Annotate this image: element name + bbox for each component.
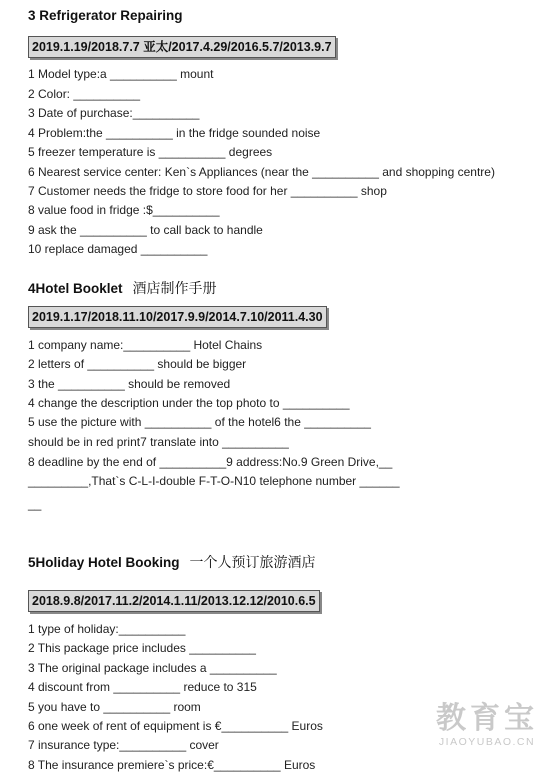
section-4-item-1: 1 company name:__________ Hotel Chains bbox=[28, 338, 263, 352]
section-5-title-cn: 一个人预订旅游酒店 bbox=[189, 554, 316, 570]
watermark-en: JIAOYUBAO.CN bbox=[438, 736, 536, 748]
section-3-item-1: 1 Model type:a __________ mount bbox=[28, 67, 214, 81]
section-5-item-4: 4 discount from __________ reduce to 315 bbox=[28, 680, 257, 694]
section-3-item-6: 6 Nearest service center: Ken`s Appliances (near the __________ and shopping centre) bbox=[28, 165, 495, 179]
section-3-item-5: 5 freezer temperature is __________ degrees bbox=[28, 145, 273, 159]
section-5-item-7: 7 insurance type:__________ cover bbox=[28, 738, 219, 752]
section-4-item-2: 2 letters of __________ should be bigger bbox=[28, 357, 247, 371]
section-5-item-8: 8 The insurance premiere`s price:€__________ Euros bbox=[28, 758, 316, 772]
section-3-dates: 2019.1.19/2018.7.7 亚太/2017.4.29/2016.5.7/2013.9.7 bbox=[28, 36, 336, 58]
section-4-title-en: 4Hotel Booklet bbox=[28, 281, 123, 296]
section-5-dates: 2018.9.8/2017.11.2/2014.1.11/2013.12.12/2010.6.5 bbox=[28, 590, 320, 612]
section-4-item-3: 3 the __________ should be removed bbox=[28, 377, 231, 391]
section-4-item-8: _________,That`s C-L-I-double F-T-O-N10 telephone number ______ bbox=[28, 474, 400, 488]
section-5-item-5: 5 you have to __________ room bbox=[28, 700, 201, 714]
section-5-item-1: 1 type of holiday:__________ bbox=[28, 622, 186, 636]
section-5-title bbox=[28, 552, 316, 572]
section-4-item-6: should be in red print7 translate into __________ bbox=[28, 435, 289, 449]
section-5-item-3: 3 The original package includes a __________ bbox=[28, 661, 277, 675]
section-3-item-10: 10 replace damaged __________ bbox=[28, 242, 208, 256]
section-3-item-2: 2 Color: __________ bbox=[28, 87, 141, 101]
watermark-logo bbox=[436, 702, 538, 748]
section-4-item-4: 4 change the description under the top photo to __________ bbox=[28, 396, 350, 410]
section-3-item-8: 8 value food in fridge :$__________ bbox=[28, 203, 220, 217]
section-3-title: 3 Refrigerator Repairing bbox=[28, 8, 183, 23]
section-5-title-en: 5Holiday Hotel Booking bbox=[28, 555, 180, 570]
section-4-dates: 2019.1.17/2018.11.10/2017.9.9/2014.7.10/2011.4.30 bbox=[28, 306, 327, 328]
section-4-title-cn: 酒店制作手册 bbox=[132, 280, 217, 296]
section-4-item-7: 8 deadline by the end of __________9 address:No.9 Green Drive,__ bbox=[28, 455, 393, 469]
section-4-item-5: 5 use the picture with __________ of the hotel6 the __________ bbox=[28, 415, 371, 429]
section-5-item-2: 2 This package price includes __________ bbox=[28, 641, 256, 655]
section-3-item-7: 7 Customer needs the fridge to store food for her __________ shop bbox=[28, 184, 387, 198]
section-4-item-9: __ bbox=[28, 497, 42, 511]
section-3-item-3: 3 Date of purchase:__________ bbox=[28, 106, 200, 120]
section-4-title bbox=[28, 278, 217, 298]
section-3-item-4: 4 Problem:the __________ in the fridge sounded noise bbox=[28, 126, 321, 140]
section-5-item-6: 6 one week of rent of equipment is €__________ Euros bbox=[28, 719, 323, 733]
section-3-item-9: 9 ask the __________ to call back to handle bbox=[28, 223, 263, 237]
watermark-cn: 教育宝 bbox=[436, 702, 538, 735]
